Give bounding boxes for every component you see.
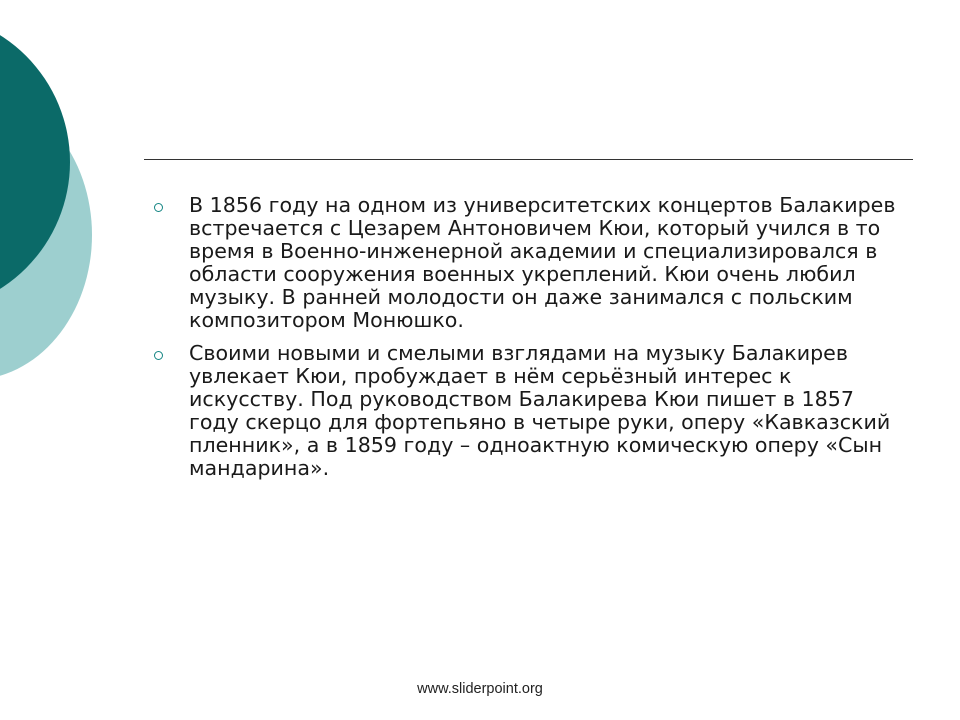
bullet-item-1856-meeting	[150, 194, 910, 332]
bullet-list	[150, 194, 910, 490]
circle-bullet-icon	[154, 351, 163, 360]
title-divider	[144, 159, 913, 160]
circle-bullet-icon	[154, 203, 163, 212]
bullet-item-balakirev-influence	[150, 342, 910, 480]
bullet-text: Своими новыми и смелыми взглядами на музыку Балакирев увлекает Кюи, пробуждает в нём серьёзный интерес к искусству. Под руководством Балакирева Кюи пишет в 1857 году скерцо для фортепьяно в четыре руки, оперу «Кавказский пленник», а в 1859 году – одноактную комическую оперу «Сын мандарина».	[189, 341, 891, 480]
bullet-text: В 1856 году на одном из университетских концертов Балакирев встречается с Цезарем Антоновичем Кюи, который учился в то время в Военно-инженерной академии и специализировался в области сооружения военных укреплений. Кюи очень любил музыку. В ранней молодости он даже занимался с польским композитором Монюшко.	[189, 193, 896, 332]
footer-url: www.sliderpoint.org	[417, 681, 543, 697]
